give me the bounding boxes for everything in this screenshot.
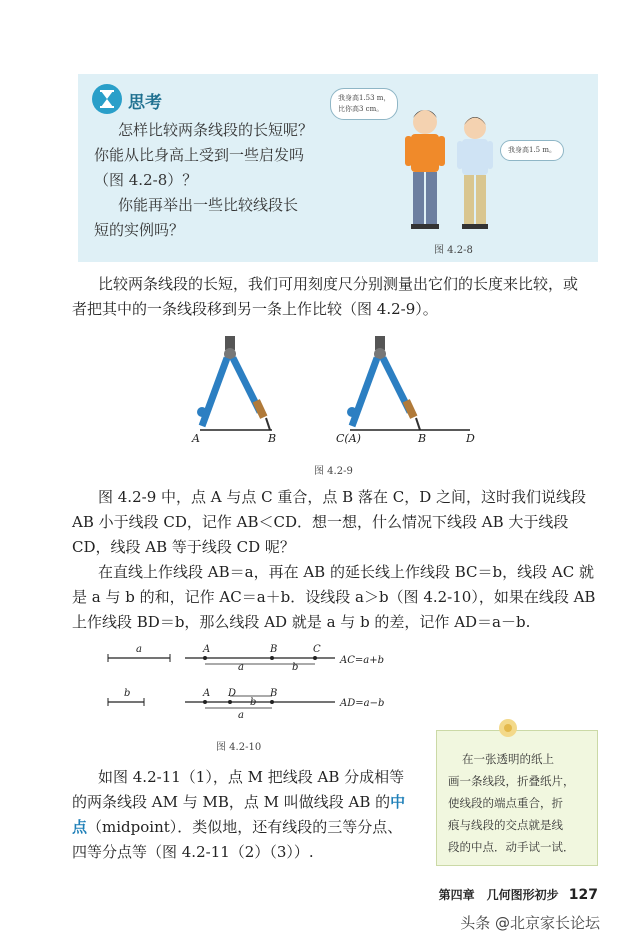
hourglass-icon [92, 84, 122, 114]
compass-left [197, 336, 270, 430]
point-label: B [270, 644, 278, 655]
highlight-term: 点 [72, 818, 88, 836]
note-line: 痕与线段的交点就是线 [448, 818, 563, 832]
segment-sum-diff-figure [100, 640, 400, 730]
figure-caption: 图 4.2-8 [434, 245, 473, 256]
paragraph-line: 在直线上作线段 AB＝a，再在 AB 的延长线上作线段 BC＝b，线段 AC 就 [98, 563, 594, 581]
speech-bubble-left [330, 88, 398, 120]
think-line: 怎样比较两条线段的长短呢？ [118, 121, 314, 139]
segment-label: a [136, 644, 142, 655]
highlight-term: 中 [390, 793, 406, 811]
part-label: a [238, 710, 244, 721]
paragraph-line: AB 小于线段 CD，记作 AB＜CD．想一想，什么情况下线段 AB 大于线段 [72, 513, 569, 531]
part-label: b [292, 662, 299, 673]
paragraph-text: 的两条线段 AM 与 MB，点 M 叫做线段 AB 的 [72, 793, 391, 811]
point-label: C(A) [336, 432, 361, 445]
think-line: （图 4.2-8）？ [94, 171, 198, 189]
two-boys-illustration [395, 100, 505, 235]
think-line: 你能再举出一些比较线段长 [118, 196, 299, 214]
think-title: 思考 [128, 93, 162, 113]
point-label: D [466, 432, 475, 445]
part-label: a [238, 662, 244, 673]
point-label: B [418, 432, 427, 445]
compass-right [347, 336, 420, 430]
bubble-text: 我身高1.5 m。 [508, 146, 556, 154]
pin-icon [494, 716, 522, 744]
note-line: 使线段的端点重合，折 [448, 796, 563, 810]
page-number: 127 [568, 887, 598, 903]
part-label: b [250, 697, 257, 708]
paragraph-line: 图 4.2-9 中，点 A 与点 C 重合，点 B 落在 C，D 之间，这时我们说线段 [98, 488, 586, 506]
paragraph-line [72, 815, 402, 840]
chapter-title: 第四章 几何图形初步 [438, 888, 559, 902]
watermark: 头条 @北京家长论坛 [460, 914, 600, 932]
equation-label: AC=a+b [340, 655, 384, 666]
paragraph-line [72, 790, 405, 815]
paragraph-text: （midpoint）．类似地，还有线段的三等分点、 [87, 818, 403, 836]
point-label: A [192, 432, 200, 445]
point-label: B [268, 432, 277, 445]
figure-caption: 图 4.2-9 [314, 466, 353, 477]
paragraph-line: 者把其中的一条线段移到另一条上作比较（图 4.2-9）。 [72, 300, 438, 318]
figure-caption: 图 4.2-10 [216, 742, 262, 753]
point-label: D [228, 688, 237, 699]
note-line: 段的中点．动手试一试． [448, 840, 575, 854]
paragraph-line: 是 a 与 b 的和，记作 AC＝a＋b．设线段 a＞b（图 4.2-10），如果在线段 AB [72, 588, 596, 606]
page-footer [439, 886, 598, 903]
paragraph-line: CD，线段 AB 等于线段 CD 呢？ [72, 538, 295, 556]
segment-label: b [124, 688, 131, 699]
note-line: 画一条线段，折叠纸片， [448, 774, 575, 788]
paragraph-line: 比较两条线段的长短，我们可用刻度尺分别测量出它们的长度来比较，或 [98, 275, 579, 293]
bubble-text: 我身高1.53 m， [338, 94, 391, 102]
speech-bubble-right [500, 140, 564, 161]
paragraph-line: 上作线段 BD＝b，那么线段 AD 就是 a 与 b 的差，记作 AD＝a－b. [72, 613, 531, 631]
note-line: 在一张透明的纸上 [462, 752, 554, 766]
think-line: 短的实例吗？ [94, 221, 185, 239]
point-label: B [270, 688, 278, 699]
point-label: A [203, 688, 211, 699]
think-line: 你能从比身高上受到一些启发吗 [94, 146, 305, 164]
point-label: A [203, 644, 211, 655]
bubble-text: 比你高3 cm。 [338, 105, 384, 113]
point-label: C [313, 644, 321, 655]
paragraph-line: 四等分点等（图 4.2-11（2）（3））. [72, 843, 314, 861]
equation-label: AD=a−b [340, 698, 385, 709]
paragraph-line: 如图 4.2-11（1），点 M 把线段 AB 分成相等 [98, 768, 405, 786]
